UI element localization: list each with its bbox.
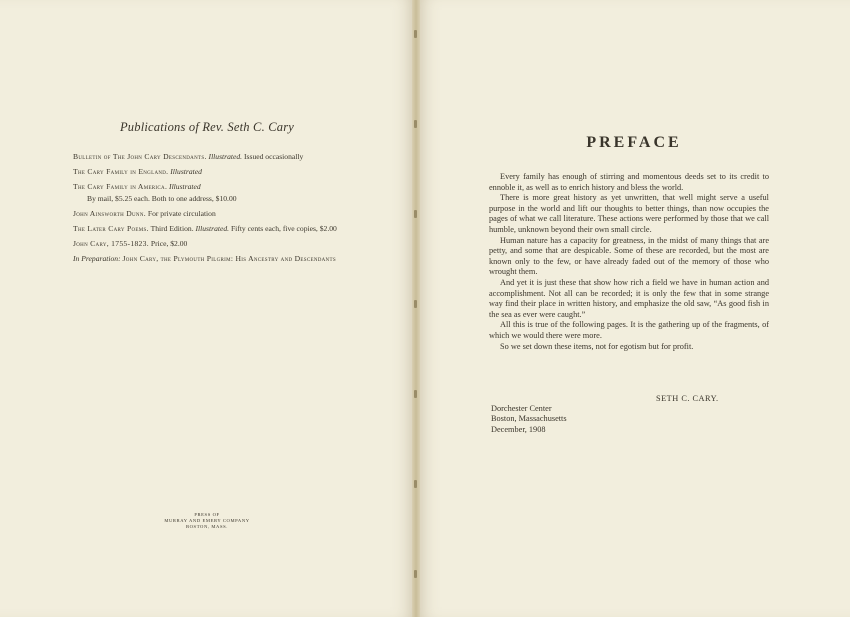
publication-price-note <box>73 193 363 204</box>
publication-entry <box>73 208 363 219</box>
binding-stitch <box>414 120 417 128</box>
binding-stitch <box>414 300 417 308</box>
in-preparation-entry <box>73 253 363 264</box>
publications-list <box>73 151 363 268</box>
publication-entry <box>73 151 363 162</box>
publication-name: John Cary, 1755-1823. <box>73 239 149 248</box>
press-line: BOSTON, MASS. <box>185 524 229 530</box>
publications-title: Publications of Rev. Seth C. Cary <box>119 120 295 134</box>
publication-note: Illustrated <box>169 182 201 191</box>
binding-stitch <box>414 570 417 578</box>
in-preparation-label: In Preparation: <box>73 254 121 263</box>
publication-note: Illustrated. <box>195 224 230 233</box>
publication-entry <box>73 181 363 192</box>
preface-paragraph: Every family has enough of stirring and momentous deeds set to its credit to ennoble it, as well as to enrich history and bless the world. <box>489 172 769 192</box>
publication-name: Bulletin of The John Cary Descendants. <box>73 152 207 161</box>
location-line: Boston, Massachusetts <box>491 414 567 424</box>
publication-extra: Price, $2.00 <box>150 239 188 248</box>
preface-paragraph: There is more great history as yet unwritten, that well might serve a useful purpose in the world and lift our thoughts to better things, than now occupies the pages of what we call literature. These actions were performed by those that we call humble, unknown beyond their own small circle. <box>489 193 769 234</box>
publication-name: The Later Cary Poems. <box>73 224 149 233</box>
preface-title: PREFACE <box>586 134 682 151</box>
preface-paragraph: So we set down these items, not for egotism but for profit. <box>500 341 694 351</box>
publication-extra: Issued occasionally <box>244 152 304 161</box>
publication-name: John Ainsworth Dunn. <box>73 209 146 218</box>
binding-stitch <box>414 210 417 218</box>
press-imprint <box>0 512 414 531</box>
publication-extra: By mail, $5.25 each. Both to one address, $10.00 <box>87 194 237 203</box>
publication-name: The Cary Family in England. <box>73 167 169 176</box>
binding-stitch <box>414 480 417 488</box>
publication-extra: For private circulation <box>147 209 216 218</box>
date-line: December, 1908 <box>491 424 546 434</box>
publication-entry <box>73 223 363 234</box>
author-signature: SETH C. CARY. <box>656 394 719 403</box>
preface-body <box>489 172 769 352</box>
location-line: Dorchester Center <box>491 404 552 413</box>
publication-entry <box>73 238 363 249</box>
publication-name: The Cary Family in America. <box>73 182 168 191</box>
binding-stitch <box>414 30 417 38</box>
preface-paragraph: Human nature has a capacity for greatness, in the midst of many things that are petty, and some that are despicable. Some of these are recorded, but the most are known only to the few, or have already faded out of the memory of those who wrought them. <box>489 235 769 277</box>
binding-stitch <box>414 390 417 398</box>
press-line: MURRAY AND EMERY COMPANY <box>164 518 250 524</box>
press-line: PRESS OF <box>194 512 220 517</box>
publication-note: Illustrated. <box>208 152 243 161</box>
publication-note: Illustrated <box>170 167 202 176</box>
preface-paragraph: And yet it is just these that show how rich a field we have in human action and accomplishment. Not all can be recorded; it is only the few that in some strange way find their place in written history, and emphasize the old saw, “As good fish in the sea as ever were caught.” <box>489 277 769 319</box>
location-date <box>491 404 567 435</box>
publication-extra: Third Edition. <box>150 224 194 233</box>
preface-paragraph: All this is true of the following pages. It is the gathering up of the fragments, of which we would there were more. <box>489 320 769 340</box>
in-preparation-text: John Cary, the Plymouth Pilgrim: His Ancestry and Descendants <box>122 254 336 263</box>
publication-entry <box>73 166 363 177</box>
publication-extra: Fifty cents each, five copies, $2.00 <box>230 224 337 233</box>
